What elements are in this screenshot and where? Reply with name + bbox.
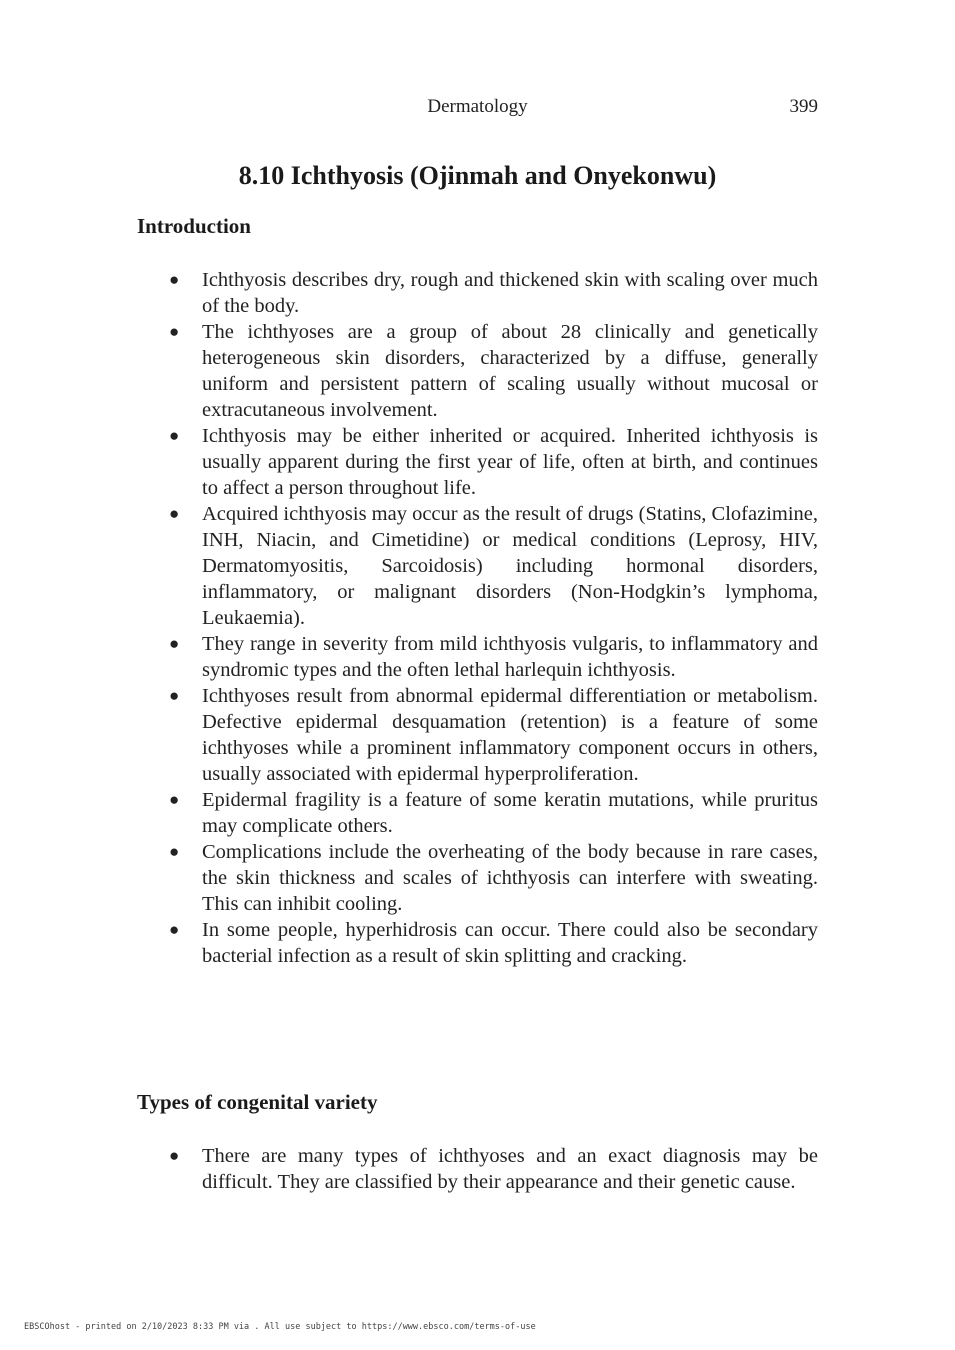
list-item-text: Ichthyosis describes dry, rough and thickened skin with scaling over much of the body. (202, 269, 818, 317)
list-item-text: Acquired ichthyosis may occur as the result of drugs (Statins, Clofazimine, INH, Niacin, and Cimetidine) or medical conditions (Leprosy, HIV, Dermatomyositis, Sarcoidosis) including hormonal disorders, inflammatory, or malignant disorders (Non-Hodgkin’s lymphoma, Leukaemia). (202, 503, 819, 629)
introduction-bullet-list (165, 267, 818, 969)
running-head-title: Dermatology (427, 96, 528, 117)
list-item (165, 917, 818, 969)
list-item (165, 267, 818, 319)
list-item-text: Complications include the overheating of the body because in rare cases, the skin thickness and scales of ichthyosis can interfere with sweating. This can inhibit cooling. (202, 841, 818, 915)
list-item-text: In some people, hyperhidrosis can occur. There could also be secondary bacterial infection as a result of skin splitting and cracking. (202, 919, 818, 967)
bullet-icon: ● (169, 920, 180, 939)
footer-notice: EBSCOhost - printed on 2/10/2023 8:33 PM via . All use subject to https://www.ebsco.com/terms-of-use (24, 1322, 536, 1332)
list-item (165, 1143, 818, 1195)
bullet-icon: ● (169, 504, 180, 523)
list-item (165, 423, 818, 501)
page-number: 399 (789, 96, 818, 117)
list-item (165, 631, 818, 683)
bullet-icon: ● (169, 686, 180, 705)
list-item-text: Ichthyosis may be either inherited or acquired. Inherited ichthyosis is usually apparent during the first year of life, often at birth, and continues to affect a person throughout life. (202, 425, 818, 499)
list-item (165, 319, 818, 423)
list-item (165, 787, 818, 839)
list-item-text: They range in severity from mild ichthyosis vulgaris, to inflammatory and syndromic types and the often lethal harlequin ichthyosis. (202, 633, 818, 681)
list-item (165, 683, 818, 787)
chapter-title: 8.10 Ichthyosis (Ojinmah and Onyekonwu) (238, 161, 717, 190)
bullet-icon: ● (169, 322, 180, 341)
section-heading-introduction: Introduction (137, 214, 251, 238)
congenital-bullet-list (165, 1143, 818, 1195)
bullet-icon: ● (169, 842, 180, 861)
list-item-text: Epidermal fragility is a feature of some keratin mutations, while pruritus may complicate others. (202, 789, 818, 837)
list-item-text: The ichthyoses are a group of about 28 clinically and genetically heterogeneous skin disorders, characterized by a diffuse, generally uniform and persistent pattern of scaling usually without mucosal or extracutaneous involvement. (202, 321, 818, 421)
list-item-text: There are many types of ichthyoses and an exact diagnosis may be difficult. They are classified by their appearance and their genetic cause. (202, 1145, 818, 1193)
list-item (165, 501, 818, 631)
bullet-icon: ● (169, 790, 180, 809)
bullet-icon: ● (169, 1146, 180, 1165)
section-heading-congenital-types: Types of congenital variety (137, 1090, 378, 1114)
list-item (165, 839, 818, 917)
running-head (137, 96, 818, 120)
bullet-icon: ● (169, 426, 180, 445)
bullet-icon: ● (169, 634, 180, 653)
bullet-icon: ● (169, 270, 180, 289)
list-item-text: Ichthyoses result from abnormal epidermal differentiation or metabolism. Defective epidermal desquamation (retention) is a feature of some ichthyoses while a prominent inflammatory component occurs in others, usually associated with epidermal hyperproliferation. (202, 685, 818, 785)
